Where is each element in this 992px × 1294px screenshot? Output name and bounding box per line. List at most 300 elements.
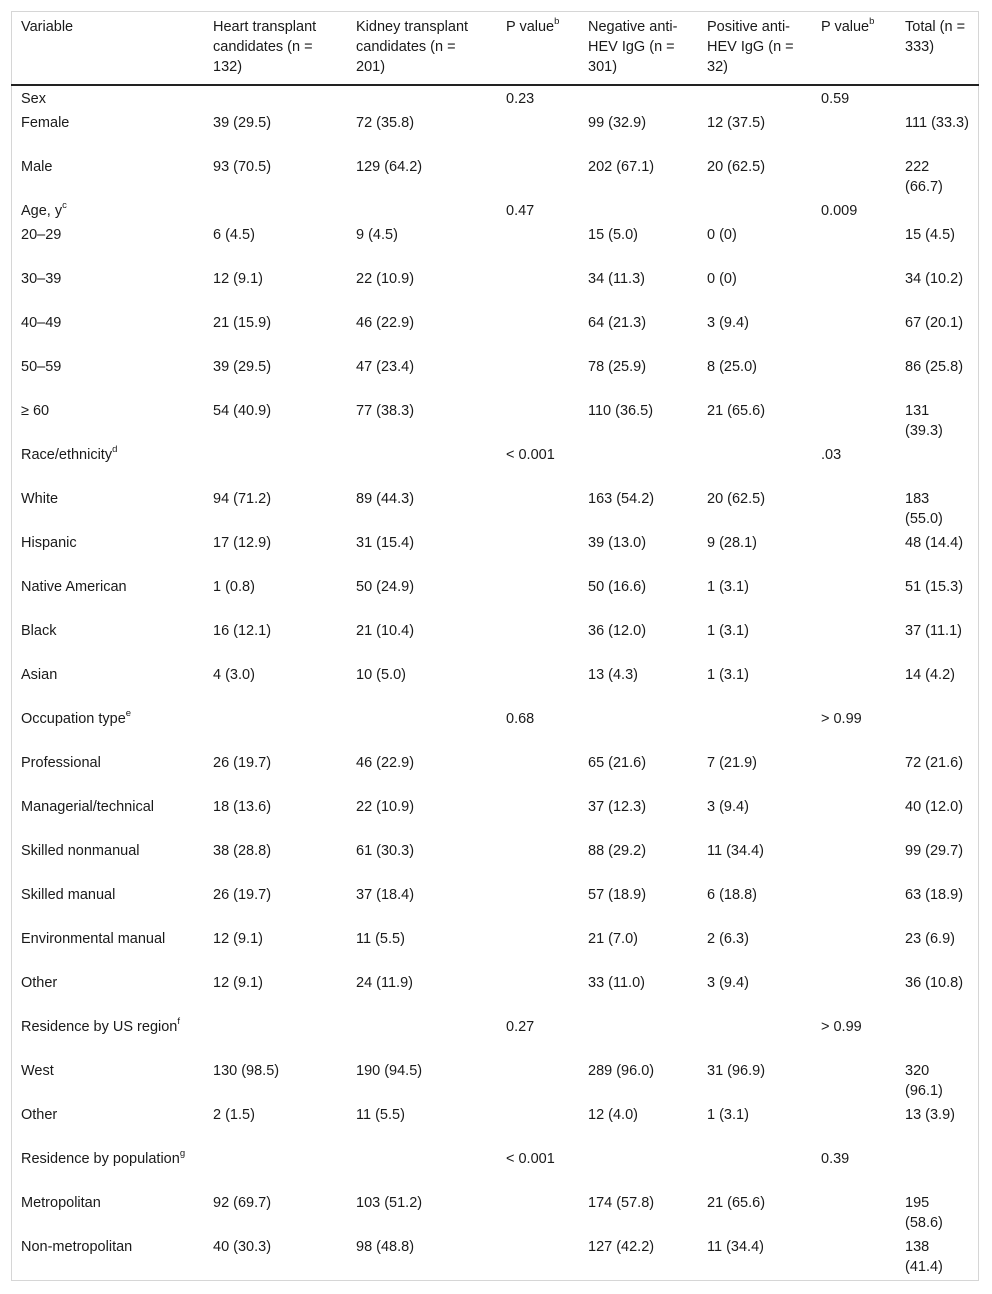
table-cell: 77 (38.3) bbox=[356, 403, 415, 419]
table-cell bbox=[811, 268, 895, 312]
table-cell: 138 (41.4) bbox=[905, 1239, 943, 1275]
row-label bbox=[11, 356, 203, 400]
column-header-text: Positive anti-HEV IgG (n = 32) bbox=[707, 19, 794, 75]
table-cell: 183 (55.0) bbox=[905, 491, 943, 527]
table-cell bbox=[895, 85, 979, 112]
row-label-text: Metropolitan bbox=[21, 1195, 101, 1211]
table-cell bbox=[578, 444, 697, 488]
table-cell: 99 (29.7) bbox=[905, 843, 964, 859]
row-label bbox=[11, 840, 203, 884]
footnote-marker: b bbox=[554, 16, 560, 28]
row-label-text: Male bbox=[21, 159, 53, 175]
table-cell: 12 (4.0) bbox=[588, 1107, 638, 1123]
table-cell bbox=[496, 752, 578, 796]
row-label-text: Non-metropolitan bbox=[21, 1239, 133, 1255]
row-label-text: Age, y bbox=[21, 203, 63, 219]
table-cell bbox=[811, 1104, 895, 1148]
table-cell bbox=[496, 972, 578, 1016]
row-label-text: Female bbox=[21, 115, 70, 131]
table-cell: 131 (39.3) bbox=[905, 403, 943, 439]
row-label bbox=[11, 156, 203, 200]
table-cell: 0.47 bbox=[506, 203, 535, 219]
table-cell bbox=[496, 796, 578, 840]
table-cell bbox=[496, 532, 578, 576]
table-cell: 78 (25.9) bbox=[588, 359, 647, 375]
table-cell: 22 (10.9) bbox=[356, 799, 415, 815]
table-cell bbox=[496, 928, 578, 972]
table-cell bbox=[811, 312, 895, 356]
table-cell: 46 (22.9) bbox=[356, 755, 415, 771]
column-header-text: P value bbox=[821, 19, 870, 35]
table-row bbox=[11, 620, 979, 664]
table-cell bbox=[496, 620, 578, 664]
table-cell: 65 (21.6) bbox=[588, 755, 647, 771]
table-cell: 2 (6.3) bbox=[707, 931, 749, 947]
table-row bbox=[11, 268, 979, 312]
table-row bbox=[11, 1060, 979, 1104]
table-cell bbox=[496, 840, 578, 884]
table-cell bbox=[811, 488, 895, 532]
table-cell: > 0.99 bbox=[821, 711, 862, 727]
table-cell: 11 (34.4) bbox=[707, 1239, 764, 1255]
table-cell: 34 (10.2) bbox=[905, 271, 964, 287]
table-cell bbox=[496, 884, 578, 928]
table-cell: 6 (18.8) bbox=[707, 887, 757, 903]
table-cell: 1 (0.8) bbox=[213, 579, 255, 595]
table-cell: 39 (29.5) bbox=[213, 115, 272, 131]
table-cell: 22 (10.9) bbox=[356, 271, 415, 287]
table-row bbox=[11, 840, 979, 884]
row-label-text: Professional bbox=[21, 755, 101, 771]
column-header-text: Negative anti-HEV IgG (n = 301) bbox=[588, 19, 678, 75]
row-label-text: Sex bbox=[21, 91, 46, 107]
table-cell: 21 (65.6) bbox=[707, 403, 766, 419]
table-cell: 21 (15.9) bbox=[213, 315, 272, 331]
table-cell bbox=[811, 156, 895, 200]
table-cell: 9 (4.5) bbox=[356, 227, 398, 243]
table-cell: 72 (21.6) bbox=[905, 755, 964, 771]
table-cell bbox=[811, 884, 895, 928]
table-cell: 15 (4.5) bbox=[905, 227, 955, 243]
row-label bbox=[11, 1148, 203, 1192]
table-cell: 12 (9.1) bbox=[213, 975, 263, 991]
row-label-text: Native American bbox=[21, 579, 127, 595]
table-cell bbox=[895, 708, 979, 752]
table-cell: 129 (64.2) bbox=[356, 159, 423, 175]
row-label bbox=[11, 85, 203, 112]
table-cell: 38 (28.8) bbox=[213, 843, 272, 859]
table-cell bbox=[346, 708, 496, 752]
row-label bbox=[11, 224, 203, 268]
footnote-marker: d bbox=[112, 444, 118, 456]
table-cell: 36 (10.8) bbox=[905, 975, 964, 991]
table-cell: 89 (44.3) bbox=[356, 491, 415, 507]
table-cell: 26 (19.7) bbox=[213, 755, 272, 771]
row-label bbox=[11, 400, 203, 444]
table-cell: 37 (11.1) bbox=[905, 623, 962, 639]
table-cell: 98 (48.8) bbox=[356, 1239, 415, 1255]
table-cell: 31 (96.9) bbox=[707, 1063, 766, 1079]
table-cell: 289 (96.0) bbox=[588, 1063, 655, 1079]
table-cell bbox=[346, 444, 496, 488]
table-cell: 21 (10.4) bbox=[356, 623, 415, 639]
table-cell: 39 (13.0) bbox=[588, 535, 647, 551]
table-row bbox=[11, 312, 979, 356]
table-cell bbox=[496, 1104, 578, 1148]
table-cell: 127 (42.2) bbox=[588, 1239, 655, 1255]
table-cell: 3 (9.4) bbox=[707, 315, 749, 331]
table-cell bbox=[811, 1060, 895, 1104]
table-cell: 0.27 bbox=[506, 1019, 535, 1035]
table-cell: 48 (14.4) bbox=[905, 535, 964, 551]
table-row bbox=[11, 488, 979, 532]
table-cell bbox=[697, 444, 811, 488]
table-row bbox=[11, 1148, 979, 1192]
table-row bbox=[11, 752, 979, 796]
table-cell: 12 (9.1) bbox=[213, 931, 263, 947]
table-cell bbox=[811, 1236, 895, 1280]
row-label bbox=[11, 796, 203, 840]
footnote-marker: g bbox=[179, 1148, 186, 1160]
table-cell: 4 (3.0) bbox=[213, 667, 255, 683]
table-cell bbox=[811, 752, 895, 796]
row-label-text: Residence by US region bbox=[21, 1019, 178, 1035]
table-cell: 0.68 bbox=[506, 711, 535, 727]
table-cell bbox=[895, 444, 979, 488]
row-label bbox=[11, 1236, 203, 1280]
table-row bbox=[11, 85, 979, 112]
table-cell: 51 (15.3) bbox=[905, 579, 964, 595]
table-cell: 222 (66.7) bbox=[905, 159, 943, 195]
table-cell: 33 (11.0) bbox=[588, 975, 645, 991]
table-cell: 21 (65.6) bbox=[707, 1195, 766, 1211]
table-cell: 163 (54.2) bbox=[588, 491, 655, 507]
table-cell: 3 (9.4) bbox=[707, 975, 749, 991]
table-cell bbox=[697, 1148, 811, 1192]
table-cell bbox=[496, 112, 578, 156]
table-cell: 17 (12.9) bbox=[213, 535, 272, 551]
table-cell bbox=[496, 1060, 578, 1104]
table-row bbox=[11, 664, 979, 708]
table-cell bbox=[203, 708, 346, 752]
table-cell bbox=[697, 1016, 811, 1060]
column-header-p-value-2 bbox=[811, 11, 895, 85]
table-cell: 15 (5.0) bbox=[588, 227, 638, 243]
table-cell bbox=[578, 200, 697, 224]
table-cell: 31 (15.4) bbox=[356, 535, 415, 551]
table-cell: 92 (69.7) bbox=[213, 1195, 272, 1211]
table-cell: 320 (96.1) bbox=[905, 1063, 943, 1099]
column-header-total bbox=[895, 11, 979, 85]
table-cell: 190 (94.5) bbox=[356, 1063, 423, 1079]
footnote-marker: e bbox=[125, 708, 132, 720]
row-label bbox=[11, 268, 203, 312]
table-row bbox=[11, 224, 979, 268]
table-cell: 24 (11.9) bbox=[356, 975, 413, 991]
table-cell bbox=[811, 1192, 895, 1236]
table-cell: .03 bbox=[821, 447, 842, 463]
row-label bbox=[11, 200, 203, 224]
table-cell: 37 (18.4) bbox=[356, 887, 415, 903]
table-cell: 16 (12.1) bbox=[213, 623, 272, 639]
row-label bbox=[11, 1016, 203, 1060]
table-cell bbox=[811, 928, 895, 972]
row-label-text: ≥ 60 bbox=[21, 403, 50, 419]
table-cell: 54 (40.9) bbox=[213, 403, 272, 419]
table-cell: 1 (3.1) bbox=[707, 1107, 749, 1123]
table-cell: 14 (4.2) bbox=[905, 667, 955, 683]
row-label-text: Asian bbox=[21, 667, 58, 683]
table-cell: 103 (51.2) bbox=[356, 1195, 423, 1211]
table-cell bbox=[697, 200, 811, 224]
row-label bbox=[11, 1060, 203, 1104]
row-label bbox=[11, 1104, 203, 1148]
row-label-text: Skilled manual bbox=[21, 887, 116, 903]
table-row bbox=[11, 1104, 979, 1148]
table-header bbox=[11, 11, 979, 85]
table-cell: < 0.001 bbox=[506, 447, 555, 463]
table-row bbox=[11, 972, 979, 1016]
table-cell: 86 (25.8) bbox=[905, 359, 964, 375]
table-row bbox=[11, 400, 979, 444]
row-label bbox=[11, 488, 203, 532]
column-header-text: Total (n = 333) bbox=[905, 19, 966, 55]
row-label-text: Environmental manual bbox=[21, 931, 166, 947]
row-label-text: Skilled nonmanual bbox=[21, 843, 140, 859]
footnote-marker: f bbox=[177, 1016, 181, 1028]
table-cell: 174 (57.8) bbox=[588, 1195, 655, 1211]
table-cell: 0.009 bbox=[821, 203, 858, 219]
row-label-text: Occupation type bbox=[21, 711, 126, 727]
table-cell: 93 (70.5) bbox=[213, 159, 272, 175]
table-cell: 50 (16.6) bbox=[588, 579, 647, 595]
table-cell: 7 (21.9) bbox=[707, 755, 757, 771]
table-cell: 0 (0) bbox=[707, 227, 737, 243]
table-cell: 195 (58.6) bbox=[905, 1195, 943, 1231]
table-cell: > 0.99 bbox=[821, 1019, 862, 1035]
table-cell: 202 (67.1) bbox=[588, 159, 655, 175]
table-cell bbox=[811, 112, 895, 156]
table-cell bbox=[496, 488, 578, 532]
table-cell: 64 (21.3) bbox=[588, 315, 647, 331]
table-cell: 11 (34.4) bbox=[707, 843, 764, 859]
row-label bbox=[11, 1192, 203, 1236]
row-label-text: Other bbox=[21, 1107, 58, 1123]
table-cell: 10 (5.0) bbox=[356, 667, 406, 683]
table-cell: 40 (30.3) bbox=[213, 1239, 272, 1255]
column-header-positive-anti-hev bbox=[697, 11, 811, 85]
table-cell bbox=[203, 1016, 346, 1060]
table-cell: 130 (98.5) bbox=[213, 1063, 280, 1079]
table-cell: 8 (25.0) bbox=[707, 359, 757, 375]
table-cell: 13 (3.9) bbox=[905, 1107, 955, 1123]
table-cell bbox=[203, 85, 346, 112]
table-cell: < 0.001 bbox=[506, 1151, 555, 1167]
table-row bbox=[11, 532, 979, 576]
table-cell bbox=[346, 200, 496, 224]
table-cell bbox=[496, 576, 578, 620]
row-label-text: 30–39 bbox=[21, 271, 62, 287]
table-cell bbox=[496, 224, 578, 268]
row-label bbox=[11, 112, 203, 156]
row-label bbox=[11, 620, 203, 664]
table-row bbox=[11, 1192, 979, 1236]
row-label bbox=[11, 752, 203, 796]
table-cell: 23 (6.9) bbox=[905, 931, 955, 947]
row-label-text: Residence by population bbox=[21, 1151, 180, 1167]
table-cell bbox=[496, 156, 578, 200]
table-cell: 111 (33.3) bbox=[905, 115, 969, 131]
table-cell: 12 (9.1) bbox=[213, 271, 263, 287]
table-cell: 67 (20.1) bbox=[905, 315, 964, 331]
column-header-heart-transplant bbox=[203, 11, 346, 85]
table-cell bbox=[496, 312, 578, 356]
table-cell bbox=[811, 224, 895, 268]
table-cell: 47 (23.4) bbox=[356, 359, 415, 375]
row-label-text: West bbox=[21, 1063, 54, 1079]
table-cell bbox=[811, 400, 895, 444]
table-cell: 11 (5.5) bbox=[356, 931, 405, 947]
footnote-marker: b bbox=[869, 16, 875, 28]
row-label-text: Race/ethnicity bbox=[21, 447, 113, 463]
table-cell: 46 (22.9) bbox=[356, 315, 415, 331]
table-cell: 0.23 bbox=[506, 91, 535, 107]
row-label-text: 20–29 bbox=[21, 227, 62, 243]
row-label bbox=[11, 444, 203, 488]
table-row bbox=[11, 576, 979, 620]
row-label-text: Black bbox=[21, 623, 57, 639]
table-row bbox=[11, 1236, 979, 1280]
table-cell bbox=[496, 1192, 578, 1236]
row-label-text: Other bbox=[21, 975, 58, 991]
table-cell: 57 (18.9) bbox=[588, 887, 647, 903]
table-cell: 21 (7.0) bbox=[588, 931, 638, 947]
table-cell: 1 (3.1) bbox=[707, 623, 749, 639]
table-cell: 40 (12.0) bbox=[905, 799, 964, 815]
table-cell bbox=[578, 1148, 697, 1192]
table-cell: 20 (62.5) bbox=[707, 159, 766, 175]
table-cell: 6 (4.5) bbox=[213, 227, 255, 243]
table-cell: 61 (30.3) bbox=[356, 843, 415, 859]
demographics-table bbox=[11, 11, 979, 1280]
table-cell: 37 (12.3) bbox=[588, 799, 647, 815]
table-cell bbox=[697, 708, 811, 752]
row-label bbox=[11, 928, 203, 972]
table-cell bbox=[811, 576, 895, 620]
table-row bbox=[11, 796, 979, 840]
row-label-text: Managerial/technical bbox=[21, 799, 154, 815]
table-cell: 99 (32.9) bbox=[588, 115, 647, 131]
table-cell bbox=[203, 444, 346, 488]
table-cell bbox=[811, 972, 895, 1016]
table-cell: 12 (37.5) bbox=[707, 115, 766, 131]
row-label bbox=[11, 576, 203, 620]
row-label-text: Hispanic bbox=[21, 535, 77, 551]
table-row bbox=[11, 112, 979, 156]
column-header-p-value-1 bbox=[496, 11, 578, 85]
table-cell: 34 (11.3) bbox=[588, 271, 645, 287]
row-label bbox=[11, 972, 203, 1016]
table-cell: 9 (28.1) bbox=[707, 535, 757, 551]
table-cell bbox=[496, 1236, 578, 1280]
table-cell bbox=[578, 708, 697, 752]
table-cell: 13 (4.3) bbox=[588, 667, 638, 683]
table-cell bbox=[811, 840, 895, 884]
table-cell bbox=[496, 268, 578, 312]
table-cell: 94 (71.2) bbox=[213, 491, 272, 507]
row-label bbox=[11, 532, 203, 576]
table-cell: 3 (9.4) bbox=[707, 799, 749, 815]
table-cell: 36 (12.0) bbox=[588, 623, 647, 639]
table-cell: 110 (36.5) bbox=[588, 403, 654, 419]
row-label bbox=[11, 884, 203, 928]
table-row bbox=[11, 356, 979, 400]
table-cell: 1 (3.1) bbox=[707, 579, 749, 595]
table-row bbox=[11, 1016, 979, 1060]
table-cell: 0.59 bbox=[821, 91, 850, 107]
table-cell: 39 (29.5) bbox=[213, 359, 272, 375]
table-row bbox=[11, 884, 979, 928]
table-cell bbox=[346, 85, 496, 112]
table-cell: 63 (18.9) bbox=[905, 887, 964, 903]
table-cell bbox=[811, 356, 895, 400]
column-header-text: P value bbox=[506, 19, 555, 35]
column-header-kidney-transplant bbox=[346, 11, 496, 85]
column-header-text: Variable bbox=[21, 19, 74, 35]
table-cell bbox=[811, 620, 895, 664]
table-cell bbox=[811, 796, 895, 840]
footnote-marker: c bbox=[62, 200, 67, 212]
table-row bbox=[11, 156, 979, 200]
table-row bbox=[11, 928, 979, 972]
row-label-text: White bbox=[21, 491, 59, 507]
table-cell: 50 (24.9) bbox=[356, 579, 415, 595]
column-header-negative-anti-hev bbox=[578, 11, 697, 85]
column-header-text: Heart transplant candidates (n = 132) bbox=[213, 19, 317, 75]
table-cell: 1 (3.1) bbox=[707, 667, 749, 683]
table-cell bbox=[697, 85, 811, 112]
table-cell: 11 (5.5) bbox=[356, 1107, 405, 1123]
row-label bbox=[11, 708, 203, 752]
table-row bbox=[11, 200, 979, 224]
table-row bbox=[11, 708, 979, 752]
column-header-text: Kidney transplant candidates (n = 201) bbox=[356, 19, 469, 75]
table-cell bbox=[811, 664, 895, 708]
table-cell bbox=[895, 1148, 979, 1192]
table-cell: 2 (1.5) bbox=[213, 1107, 255, 1123]
table-body bbox=[11, 85, 979, 1280]
column-header-variable bbox=[11, 11, 203, 85]
table-cell bbox=[578, 85, 697, 112]
table-cell bbox=[895, 200, 979, 224]
header-row bbox=[11, 11, 979, 85]
table-cell bbox=[578, 1016, 697, 1060]
row-label-text: 50–59 bbox=[21, 359, 62, 375]
table-cell bbox=[496, 356, 578, 400]
table-cell: 26 (19.7) bbox=[213, 887, 272, 903]
table-cell bbox=[203, 200, 346, 224]
table-cell: 0.39 bbox=[821, 1151, 850, 1167]
row-label bbox=[11, 312, 203, 356]
table-cell bbox=[496, 400, 578, 444]
table-cell bbox=[496, 664, 578, 708]
table-cell bbox=[895, 1016, 979, 1060]
table-cell: 20 (62.5) bbox=[707, 491, 766, 507]
table-cell bbox=[346, 1148, 496, 1192]
table-cell: 18 (13.6) bbox=[213, 799, 272, 815]
row-label bbox=[11, 664, 203, 708]
row-label-text: 40–49 bbox=[21, 315, 62, 331]
